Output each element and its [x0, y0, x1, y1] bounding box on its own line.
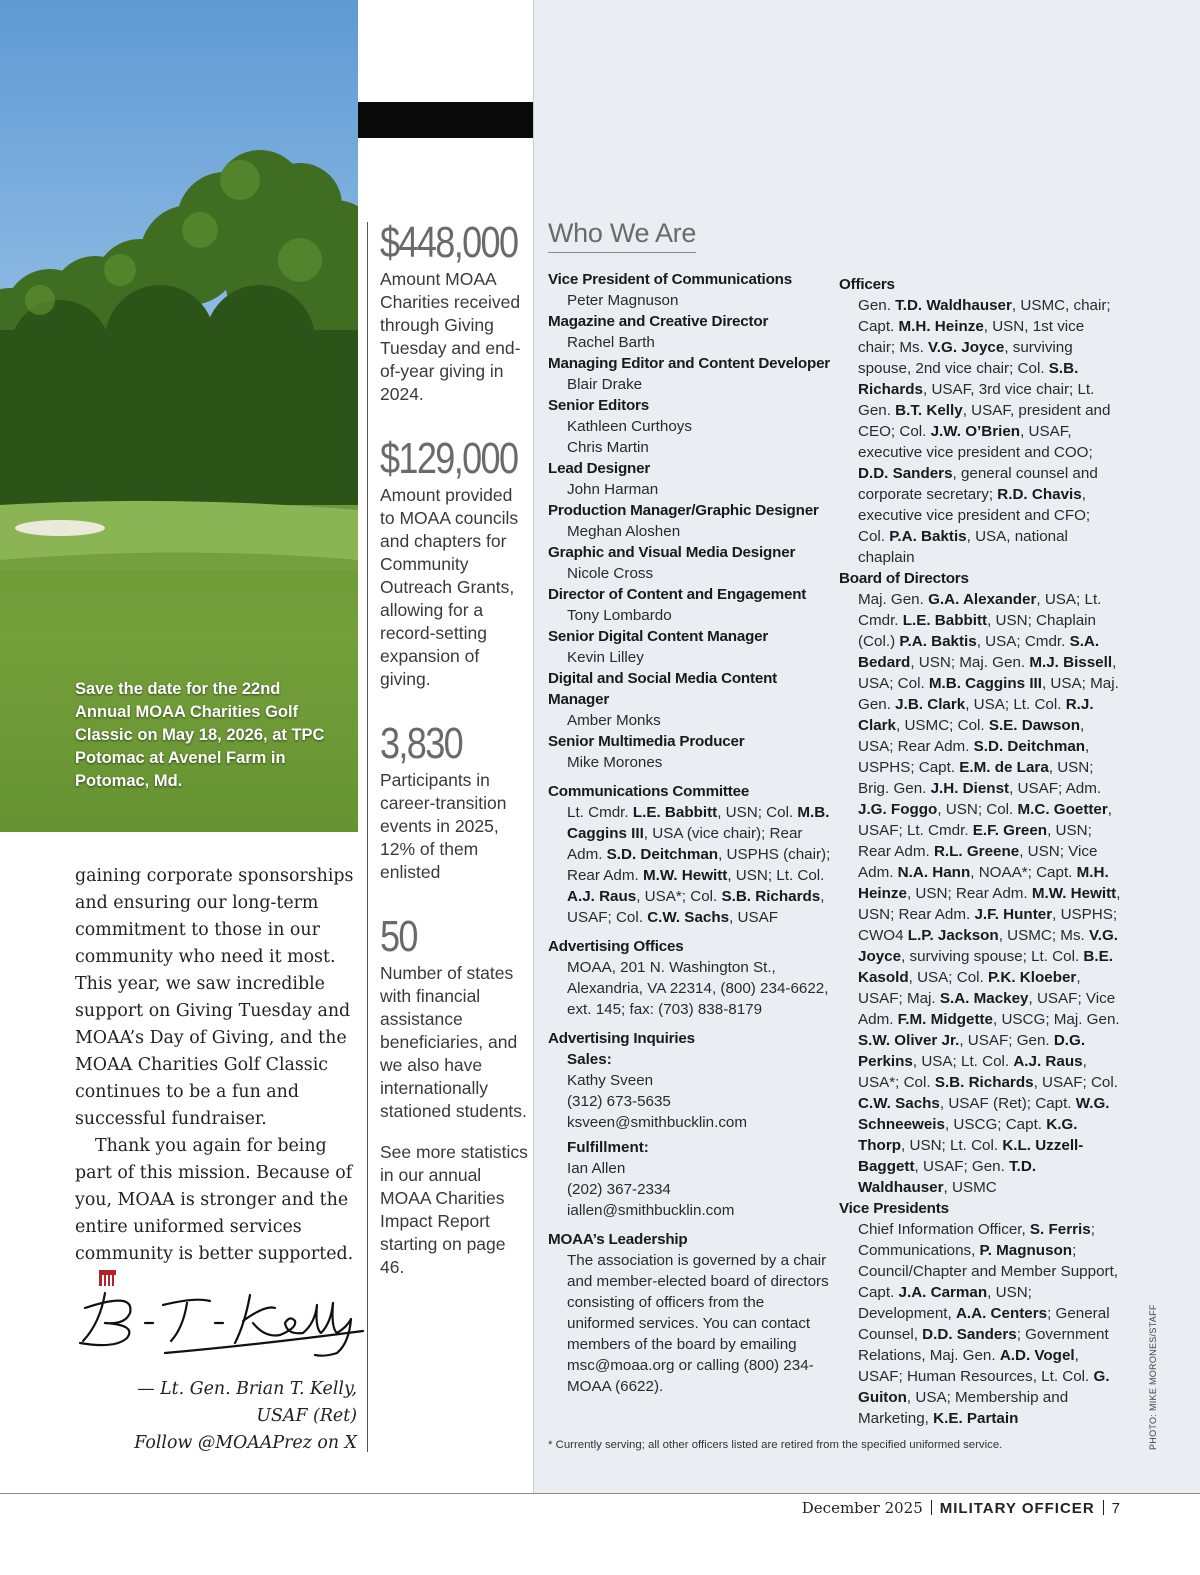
stat-description: Participants in career-transition events in 2025, 12% of them enlisted — [380, 770, 507, 882]
fulfillment-contact-email[interactable]: iallen@smithbucklin.com — [567, 1202, 735, 1219]
staff-name: Peter Magnuson — [567, 292, 679, 309]
sales-label: Sales: — [567, 1051, 612, 1068]
staff-name: Kathleen Curthoys — [567, 418, 692, 435]
staff-role: Director of Content and Engagement — [548, 586, 807, 603]
stat-item — [380, 719, 528, 884]
staff-name: Blair Drake — [567, 376, 643, 393]
issue-date: December 2025 — [801, 1499, 923, 1517]
stat-value: 3,830 — [380, 719, 463, 768]
black-accent-bar — [358, 102, 534, 138]
staff-name: Tony Lombardo — [567, 607, 672, 624]
who-we-are-heading: Who We Are — [548, 216, 696, 253]
section-heading: Vice Presidents — [839, 1200, 949, 1217]
stat-item — [380, 434, 528, 691]
board-text: Maj. Gen. G.A. Alexander, USA; Lt. Cmdr. L.E. Babbitt, USN; Chaplain (Col.) P.A. Baktis, USA; Cmdr. S.A. Bedard, USN; Maj. Gen. M.J. Bissell, USA; Col. M.B. Caggins III, USA; Maj. Gen. J.B. Clark, USA; Lt. Col. R.J. Clark, USMC; Col. S.E. Dawson, USA; Rear Adm. S.D. Deitchman, USPHS; Capt. E.M. de Lara, USN; Brig. Gen. J.H. Dienst, USAF; Adm. J.G. Foggo, USN; Col. M.C. Goetter, USAF; Lt. Cmdr. E.F. Green, USN; Rear Adm. R.L. Greene, USN; Vice Adm. N.A. Hann, NOAA*; Capt. M.H. Heinze, USN; Rear Adm. M.W. Hewitt, USN; Rear Adm. J.F. Hunter, USPHS; CWO4 L.P. Jackson, USMC; Ms. V.G. Joyce, surviving spouse; Lt. Col. B.E. Kasold, USA; Col. P.K. Kloeber, USAF; Maj. S.A. Mackey, USAF; Vice Adm. F.M. Midgette, USCG; Maj. Gen. S.W. Oliver Jr., USAF; Gen. D.G. Perkins, USA; Lt. Col. A.J. Raus, USA*; Col. S.B. Richards, USAF; Col. C.W. Sachs, USAF (Ret); Capt. W.G. Schneeweis, USCG; Capt. K.G. Thorp, USN; Lt. Col. K.L. Uzzell-Baggett, USAF; Gen. T.D. Waldhauser, USMC — [858, 591, 1121, 1196]
letter-paragraph-text: Thank you again for being part of this mission. Because of you, MOAA is stronger and the entire uniformed services community is better supported. — [75, 1136, 354, 1264]
fulfillment-label: Fulfillment: — [567, 1139, 649, 1156]
section-heading: Board of Directors — [839, 570, 969, 587]
section-heading: Officers — [839, 276, 895, 293]
footer-rule — [0, 1493, 1200, 1494]
page-number: 7 — [1111, 1500, 1120, 1517]
staff-role: Magazine and Creative Director — [548, 313, 769, 330]
stat-description: Number of states with financial assistance beneficiaries, and we also have internationally stationed students. — [380, 963, 527, 1121]
fulfillment-contact-name: Ian Allen — [567, 1160, 626, 1177]
committee-text: Lt. Cmdr. L.E. Babbitt, USN; Col. M.B. Caggins III, USA (vice chair); Rear Adm. S.D. Deitchman, USPHS (chair); Rear Adm. M.W. Hewitt, USN; Lt. Col. A.J. Raus, USA*; Col. S.B. Richards, USAF; Col. C.W. Sachs, USAF — [567, 804, 831, 926]
masthead-staff-column — [548, 269, 834, 1397]
staff-name: Nicole Cross — [567, 565, 654, 582]
staff-role: Senior Digital Content Manager — [548, 628, 769, 645]
photo-caption: Save the date for the 22nd Annual MOAA Charities Golf Classic on May 18, 2026, at TPC Potomac at Avenel Farm in Potomac, Md. — [75, 680, 325, 790]
letter-signoff — [75, 1376, 357, 1457]
staff-role: Production Manager/Graphic Designer — [548, 502, 819, 519]
staff-role: Senior Editors — [548, 397, 649, 414]
stat-description: Amount provided to MOAA councils and chapters for Community Outreach Grants, allowing for a record-setting expansion of giving. — [380, 485, 519, 689]
sales-contact-email[interactable]: ksveen@smithbucklin.com — [567, 1114, 748, 1131]
leadership-text: The association is governed by a chair and member-elected board of directors consisting of officers from the uniformed services. You can contact members of the board by emailing msc@moaa.org or calling (800) 234-MOAA (6622). — [567, 1252, 829, 1395]
section-heading: Advertising Inquiries — [548, 1030, 695, 1047]
stats-more-note: See more statistics in our annual MOAA Charities Impact Report starting on page 46. — [380, 1142, 528, 1277]
section-heading: Communications Committee — [548, 783, 750, 800]
signature — [75, 1283, 365, 1363]
signoff-name: — Lt. Gen. Brian T. Kelly, — [137, 1379, 357, 1399]
letter-paragraph: gaining corporate sponsorships and ensuring our long-term commitment to those in our community who need it most. This year, we saw incredible support on Giving Tuesday and MOAA’s Day of Giving, and the MOAA Charities Golf Classic continues to be a fun and successful fundraiser. — [75, 866, 354, 1129]
page-footer — [802, 1498, 1120, 1519]
stat-value: $129,000 — [380, 434, 518, 483]
section-heading: MOAA’s Leadership — [548, 1231, 688, 1248]
stat-value: $448,000 — [380, 218, 518, 267]
staff-role: Lead Designer — [548, 460, 651, 477]
staff-name: Meghan Aloshen — [567, 523, 681, 540]
vice-presidents-text: Chief Information Officer, S. Ferris; Communications, P. Magnuson; Council/Chapter and Member Support, Capt. J.A. Carman, USN; Development, A.A. Centers; General Counsel, D.D. Sanders; Government Relations, Maj. Gen. A.D. Vogel, USAF; Human Resources, Lt. Col. G. Guiton, USA; Membership and Marketing, K.E. Partain — [858, 1221, 1119, 1427]
staff-role: Digital and Social Media Content Manager — [548, 670, 778, 708]
staff-role: Vice President of Communications — [548, 271, 792, 288]
letter-paragraph — [75, 1133, 358, 1296]
officers-text: Gen. T.D. Waldhauser, USMC, chair; Capt. M.H. Heinze, USN, 1st vice chair; Ms. V.G. Joyce, surviving spouse, 2nd vice chair; Col. S.B. Richards, USAF, 3rd vice chair; Lt. Gen. B.T. Kelly, USAF, president and CEO; Col. J.W. O’Brien, USAF, executive vice president and COO; D.D. Sanders, general counsel and corporate secretary; R.D. Chavis, executive vice president and CFO; Col. P.A. Baktis, USA, national chaplain — [858, 297, 1111, 566]
magazine-name: MILITARY OFFICER — [939, 1500, 1095, 1517]
stats-divider — [367, 222, 368, 1452]
signoff-service: USAF (Ret) — [256, 1406, 357, 1426]
signoff-social: Follow @MOAAPrez on X — [134, 1433, 357, 1453]
stats-column — [380, 218, 528, 1279]
staff-name: Rachel Barth — [567, 334, 655, 351]
stat-item — [380, 912, 528, 1123]
stat-description: Amount MOAA Charities received through Giving Tuesday and end-of-year giving in 2024. — [380, 269, 521, 404]
staff-name: Amber Monks — [567, 712, 661, 729]
stat-item — [380, 218, 528, 406]
section-heading: Advertising Offices — [548, 938, 684, 955]
sales-contact-phone: (312) 673-5635 — [567, 1093, 671, 1110]
footnote: * Currently serving; all other officers listed are retired from the specified uniformed service. — [548, 1439, 1003, 1451]
staff-role: Senior Multimedia Producer — [548, 733, 745, 750]
staff-name: John Harman — [567, 481, 659, 498]
fulfillment-contact-phone: (202) 367-2334 — [567, 1181, 671, 1198]
sales-contact-name: Kathy Sveen — [567, 1072, 654, 1089]
ad-offices-address: MOAA, 201 N. Washington St., Alexandria, VA 22314, (800) 234-6622, ext. 145; fax: (703) 838-8179 — [567, 959, 829, 1018]
leadership-column — [839, 274, 1121, 1429]
staff-role: Graphic and Visual Media Designer — [548, 544, 796, 561]
staff-name: Kevin Lilley — [567, 649, 644, 666]
staff-name: Chris Martin — [567, 439, 649, 456]
stat-value: 50 — [380, 912, 417, 961]
staff-name: Mike Morones — [567, 754, 663, 771]
letter-body — [75, 863, 358, 1296]
photo-credit: PHOTO: MIKE MORONES/STAFF — [1148, 1304, 1158, 1450]
staff-list — [548, 269, 834, 773]
staff-role: Managing Editor and Content Developer — [548, 355, 831, 372]
